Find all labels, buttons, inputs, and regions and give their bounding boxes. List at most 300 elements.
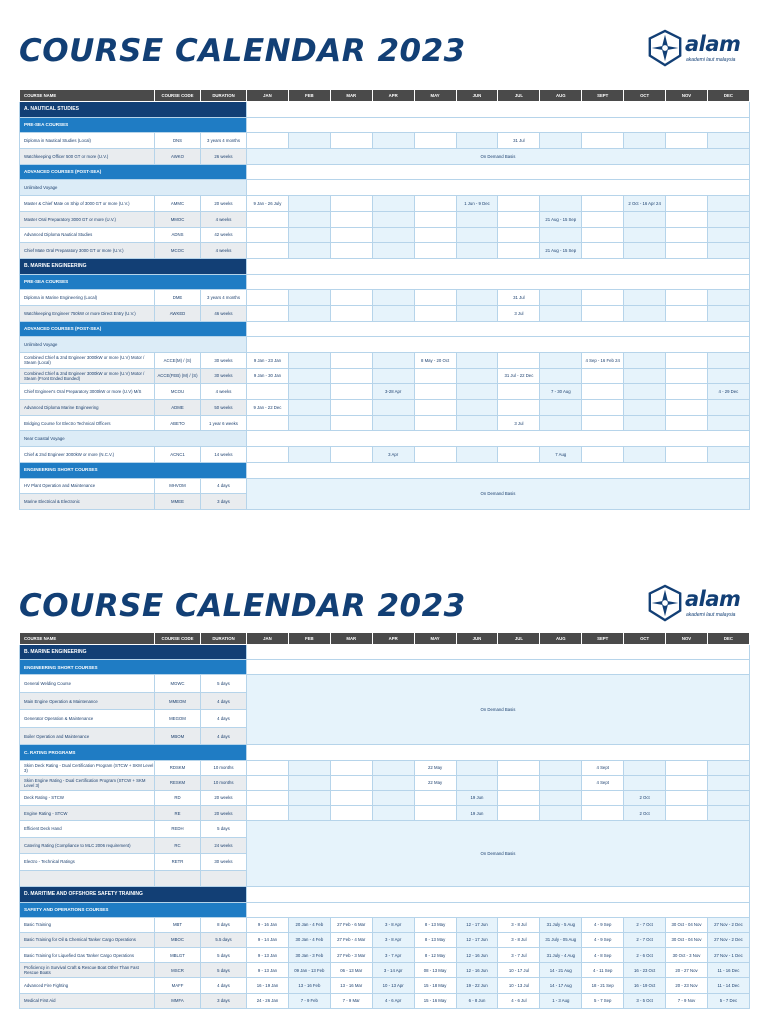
month-cell <box>498 400 540 416</box>
course-row <box>20 133 750 149</box>
alam-logo <box>646 583 746 625</box>
month-cell <box>582 305 624 321</box>
month-cell <box>666 290 708 306</box>
month-cell: 10 - 13 Jul <box>498 978 540 993</box>
month-cell <box>372 133 414 149</box>
month-cell <box>247 211 289 227</box>
month-cell <box>624 353 666 369</box>
month-cell <box>582 211 624 227</box>
subsection-row <box>20 117 750 133</box>
voyage-note-row <box>20 180 750 196</box>
month-cell <box>707 243 749 259</box>
month-cell <box>498 227 540 243</box>
on-demand-cell: On Demand Basis <box>247 821 750 887</box>
month-cell: 3 - 7 Jul <box>498 948 540 963</box>
month-cell: 6 - 8 Jun <box>456 993 498 1008</box>
month-cell <box>288 133 330 149</box>
month-cell: 31 July - 4 Aug <box>540 948 582 963</box>
month-cell <box>288 196 330 212</box>
header-row <box>20 633 750 645</box>
row-label: B. MARINE ENGINEERING <box>20 258 247 274</box>
month-cell: 4 - 8 Sep <box>582 948 624 963</box>
month-cell <box>540 368 582 384</box>
month-cell <box>414 227 456 243</box>
month-cell <box>666 415 708 431</box>
course-name: Chief Engineer's Oral Preparatory 3000kW or more (U.V) M/S <box>20 384 155 400</box>
month-cell: 8 - 12 May <box>414 948 456 963</box>
month-cell: 7 - 30 Aug <box>540 384 582 400</box>
course-name: Catering Rating (Compliance to MLC 2006 requirement) <box>20 837 155 854</box>
month-cell <box>247 290 289 306</box>
month-cell <box>624 243 666 259</box>
course-row <box>20 290 750 306</box>
course-duration: 42 weeks <box>201 227 247 243</box>
column-header: COURSE NAME <box>20 633 155 645</box>
on-demand-cell: On Demand Basis <box>247 149 750 165</box>
month-cell <box>498 353 540 369</box>
course-name: Advanced Diploma Nautical Studies <box>20 227 155 243</box>
subsection-row <box>20 321 750 337</box>
month-cell <box>414 400 456 416</box>
course-code: MMEOM <box>155 692 201 710</box>
course-table-1 <box>19 89 750 510</box>
month-cell <box>624 384 666 400</box>
month-cell <box>666 305 708 321</box>
on-demand-cell: On Demand Basis <box>247 675 750 745</box>
course-code: MGWC <box>155 675 201 693</box>
month-cell <box>582 290 624 306</box>
course-duration: 4 days <box>201 692 247 710</box>
course-code: MHVOM <box>155 478 201 494</box>
course-duration: 4 days <box>201 978 247 993</box>
month-cell: 11 - 16 Dec <box>707 963 749 978</box>
month-cell: 31 Jul <box>498 290 540 306</box>
month-cell <box>582 384 624 400</box>
month-cell <box>582 447 624 463</box>
column-header: FEB <box>288 633 330 645</box>
course-code: RESKM <box>155 775 201 790</box>
month-cell <box>707 133 749 149</box>
month-cell: 7 - 9 Nov <box>666 993 708 1008</box>
month-cell <box>666 775 708 790</box>
column-header: COURSE CODE <box>155 633 201 645</box>
month-cell <box>540 790 582 805</box>
month-cell <box>288 227 330 243</box>
course-duration: 4 weeks <box>201 384 247 400</box>
month-cell <box>582 368 624 384</box>
month-cell: 31 Jul <box>498 133 540 149</box>
month-cell: 3 - 8 Jul <box>498 917 540 932</box>
month-cell <box>288 290 330 306</box>
month-cell <box>498 384 540 400</box>
month-cell <box>624 775 666 790</box>
month-cell: 27 Feb - 6 Mar <box>330 917 372 932</box>
row-label: ENGINEERING SHORT COURSES <box>20 660 247 675</box>
month-cell <box>624 368 666 384</box>
month-cell <box>247 447 289 463</box>
course-code: ACNC1 <box>155 447 201 463</box>
month-cell <box>372 760 414 775</box>
course-name: Master & Chief Mate on Ship of 3000 GT or more (U.V.) <box>20 196 155 212</box>
month-cell: 9 - 16 Jan <box>247 917 289 932</box>
month-cell <box>498 775 540 790</box>
course-name: Electro - Technical Ratings <box>20 854 155 871</box>
row-label: ADVANCED COURSES (POST-SEA) <box>20 164 247 180</box>
month-cell <box>330 227 372 243</box>
course-name: Deck Rating - STCW <box>20 790 155 805</box>
month-cell <box>330 196 372 212</box>
month-cell: 8 May - 20 Oct <box>414 353 456 369</box>
course-code: MEGOM <box>155 710 201 728</box>
course-name: Master Oral Preparatory 3000 GT or more (U.V.) <box>20 211 155 227</box>
month-cell <box>456 415 498 431</box>
month-cell <box>582 415 624 431</box>
month-cell: 3 - 7 Apr <box>372 948 414 963</box>
course-code: MBT <box>155 917 201 932</box>
month-cell <box>707 775 749 790</box>
month-cell: 9 - 14 Jan <box>247 932 289 947</box>
course-duration: 5 days <box>201 948 247 963</box>
month-cell <box>330 806 372 821</box>
month-cell <box>540 806 582 821</box>
course-row <box>20 227 750 243</box>
month-cell: 3 - 8 Apr <box>372 932 414 947</box>
month-cell <box>707 447 749 463</box>
subsection-row <box>20 462 750 478</box>
month-cell <box>666 133 708 149</box>
month-cell: 24 - 26 Jan <box>247 993 289 1008</box>
month-cell: 4 - 11 Sep <box>582 963 624 978</box>
course-code: ABETO <box>155 415 201 431</box>
month-cell: 9 Jan - 30 Jan <box>247 368 289 384</box>
row-label: C. RATING PROGRAMS <box>20 745 247 760</box>
course-name: Chief & 2nd Engineer 3000kW or more (N.C.V.) <box>20 447 155 463</box>
subsection-row <box>20 902 750 917</box>
month-cell: 13 - 16 Feb <box>288 978 330 993</box>
row-filler <box>247 117 750 133</box>
course-duration: 14 weeks <box>201 447 247 463</box>
course-row <box>20 353 750 369</box>
course-code: MMEE <box>155 494 201 510</box>
row-label: ADVANCED COURSES (POST-SEA) <box>20 321 247 337</box>
course-row <box>20 211 750 227</box>
month-cell: 20 - 23 Nov <box>666 978 708 993</box>
course-row <box>20 305 750 321</box>
month-cell <box>456 775 498 790</box>
month-cell <box>372 243 414 259</box>
month-cell: 4 - 9 Sep <box>582 932 624 947</box>
column-header: MAY <box>414 90 456 102</box>
month-cell <box>288 384 330 400</box>
month-cell: 4 Sep - 16 Feb 24 <box>582 353 624 369</box>
row-label: ENGINEERING SHORT COURSES <box>20 462 247 478</box>
course-code: DME <box>155 290 201 306</box>
month-cell: 30 Jan - 3 Feb <box>288 948 330 963</box>
voyage-note-row <box>20 431 750 447</box>
month-cell <box>666 227 708 243</box>
row-filler <box>247 180 750 196</box>
month-cell <box>540 400 582 416</box>
month-cell <box>498 806 540 821</box>
month-cell <box>372 290 414 306</box>
section-row <box>20 645 750 660</box>
month-cell <box>624 211 666 227</box>
course-duration: 5 days <box>201 963 247 978</box>
month-cell <box>247 775 289 790</box>
month-cell <box>414 133 456 149</box>
month-cell <box>456 227 498 243</box>
logo-subtitle: akademi laut malaysia <box>686 57 736 63</box>
course-row <box>20 400 750 416</box>
month-cell <box>624 760 666 775</box>
month-cell <box>288 806 330 821</box>
course-name: Watchkeeping Officer 500 GT or more (U.V.) <box>20 149 155 165</box>
month-cell <box>456 290 498 306</box>
month-cell: 1 Jun - 9 Dec <box>456 196 498 212</box>
column-header: SEPT <box>582 90 624 102</box>
month-cell <box>666 760 708 775</box>
course-name: Basic Training for Liquefied Gas Tanker Cargo Operations <box>20 948 155 963</box>
course-name: Efficient Deck Hand <box>20 821 155 838</box>
month-cell <box>582 227 624 243</box>
month-cell <box>624 400 666 416</box>
row-filler <box>247 431 750 447</box>
course-name: Combined Chief & 2nd Engineer 3000kW or more (U.V) Motor / Steam (Local) <box>20 353 155 369</box>
month-cell <box>666 211 708 227</box>
course-duration: 20 weeks <box>201 790 247 805</box>
month-cell <box>456 133 498 149</box>
month-cell <box>707 211 749 227</box>
course-row <box>20 806 750 821</box>
month-cell <box>707 368 749 384</box>
course-code: DNS <box>155 133 201 149</box>
course-code: ADNS <box>155 227 201 243</box>
month-cell <box>456 760 498 775</box>
month-cell <box>666 400 708 416</box>
month-cell <box>540 775 582 790</box>
course-duration: 3 days <box>201 993 247 1008</box>
course-code: RC <box>155 837 201 854</box>
course-duration: 3 days <box>201 494 247 510</box>
month-cell <box>624 447 666 463</box>
month-cell <box>666 196 708 212</box>
month-cell: 2 Oct <box>624 790 666 805</box>
month-cell <box>247 227 289 243</box>
course-code: MCOU <box>155 384 201 400</box>
course-code: ACCE(FEB) (M) / (S) <box>155 368 201 384</box>
course-row <box>20 963 750 978</box>
course-row <box>20 993 750 1008</box>
course-code: MSCR <box>155 963 201 978</box>
compass-emblem-icon <box>646 28 684 68</box>
month-cell: 19 Jun <box>456 790 498 805</box>
month-cell <box>666 384 708 400</box>
column-header: JUL <box>498 633 540 645</box>
month-cell: 16 - 19 Oct <box>624 978 666 993</box>
column-header: JUN <box>456 90 498 102</box>
month-cell: 27 Feb - 4 Mar <box>330 932 372 947</box>
course-name: Basic Training <box>20 917 155 932</box>
month-cell <box>288 368 330 384</box>
column-header: AUG <box>540 633 582 645</box>
row-label: Unlimited Voyage <box>20 180 247 196</box>
month-cell: 2 - 7 Oct <box>624 932 666 947</box>
month-cell <box>666 790 708 805</box>
month-cell: 10 - 13 Apr <box>372 978 414 993</box>
course-name <box>20 870 155 887</box>
course-duration: 4 weeks <box>201 211 247 227</box>
month-cell: 4 - 6 Apr <box>372 993 414 1008</box>
column-header: OCT <box>624 633 666 645</box>
course-duration: 46 weeks <box>201 305 247 321</box>
month-cell <box>582 806 624 821</box>
month-cell <box>247 305 289 321</box>
month-cell <box>414 806 456 821</box>
row-filler <box>247 887 750 902</box>
column-header: COURSE CODE <box>155 90 201 102</box>
course-row <box>20 368 750 384</box>
row-label: Unlimited Voyage <box>20 337 247 353</box>
course-code: ACCE(M) / (S) <box>155 353 201 369</box>
course-name: Main Engine Operation & Maintenance <box>20 692 155 710</box>
month-cell: 2 Oct - 16 Apr 24 <box>624 196 666 212</box>
month-cell: 30 Oct - 04 Nov <box>666 917 708 932</box>
month-cell <box>330 305 372 321</box>
month-cell <box>498 790 540 805</box>
month-cell <box>247 415 289 431</box>
month-cell: 2 - 7 Oct <box>624 917 666 932</box>
month-cell <box>707 415 749 431</box>
month-cell <box>414 447 456 463</box>
logo-wordmark: alam <box>685 587 741 611</box>
course-code: RD <box>155 790 201 805</box>
month-cell <box>707 353 749 369</box>
month-cell <box>540 227 582 243</box>
month-cell <box>666 243 708 259</box>
page-title: COURSE CALENDAR 2023 <box>19 588 466 624</box>
month-cell <box>540 353 582 369</box>
month-cell <box>330 415 372 431</box>
course-row <box>20 447 750 463</box>
course-duration: 30 weeks <box>201 368 247 384</box>
month-cell: 4 Sept <box>582 760 624 775</box>
month-cell: 31 July - 05 Aug <box>540 932 582 947</box>
column-header: SEPT <box>582 633 624 645</box>
course-name: Diploma in Nautical Studies (Local) <box>20 133 155 149</box>
month-cell <box>456 447 498 463</box>
month-cell: 8 - 13 May <box>414 932 456 947</box>
column-header: JAN <box>247 90 289 102</box>
row-filler <box>247 462 750 478</box>
month-cell <box>414 243 456 259</box>
course-duration: 4 weeks <box>201 243 247 259</box>
month-cell <box>247 806 289 821</box>
month-cell: 27 Nov - 2 Dec <box>707 917 749 932</box>
course-row <box>20 917 750 932</box>
column-header: DURATION <box>201 90 247 102</box>
course-code: MBLGT <box>155 948 201 963</box>
month-cell: 4 - 6 Jul <box>498 993 540 1008</box>
month-cell <box>707 806 749 821</box>
month-cell <box>288 211 330 227</box>
month-cell: 5 - 7 Sep <box>582 993 624 1008</box>
row-filler <box>247 337 750 353</box>
course-duration: 4 days <box>201 478 247 494</box>
month-cell: 12 - 17 Jun <box>456 917 498 932</box>
month-cell <box>372 305 414 321</box>
month-cell: 16 - 19 Jan <box>247 978 289 993</box>
month-cell <box>414 211 456 227</box>
month-cell: 4 Sept <box>582 775 624 790</box>
course-row <box>20 196 750 212</box>
column-header: COURSE NAME <box>20 90 155 102</box>
course-row <box>20 415 750 431</box>
course-row <box>20 978 750 993</box>
subsection-row <box>20 164 750 180</box>
month-cell: 30 Oct - 3 Nov <box>666 948 708 963</box>
month-cell: 5 - 7 Dec <box>707 993 749 1008</box>
logo-subtitle: akademi laut malaysia <box>686 612 736 618</box>
month-cell <box>247 133 289 149</box>
section-row <box>20 258 750 274</box>
month-cell <box>666 368 708 384</box>
course-name: Advanced Fire Fighting <box>20 978 155 993</box>
month-cell <box>288 305 330 321</box>
course-code: MAFF <box>155 978 201 993</box>
row-label: B. MARINE ENGINEERING <box>20 645 247 660</box>
row-filler <box>247 258 750 274</box>
month-cell <box>498 243 540 259</box>
row-filler <box>247 164 750 180</box>
month-cell: 2 Oct <box>624 806 666 821</box>
course-code: AMMC <box>155 196 201 212</box>
month-cell <box>666 447 708 463</box>
course-duration: 5 days <box>201 821 247 838</box>
month-cell: 06 - 13 Mar <box>330 963 372 978</box>
column-header: NOV <box>666 633 708 645</box>
month-cell: 22 May <box>414 775 456 790</box>
column-header: FEB <box>288 90 330 102</box>
course-row <box>20 675 750 693</box>
month-cell <box>330 290 372 306</box>
month-cell: 3 - 8 Apr <box>372 917 414 932</box>
month-cell: 31 July - 5 Aug <box>540 917 582 932</box>
month-cell <box>372 400 414 416</box>
month-cell: 11 - 14 Dec <box>707 978 749 993</box>
course-name: Proficiency in Survival Craft & Rescue Boat Other Than Fast Rescue Boats <box>20 963 155 978</box>
month-cell: 18 - 21 Sep <box>582 978 624 993</box>
month-cell <box>624 415 666 431</box>
course-code: MMFA <box>155 993 201 1008</box>
month-cell <box>372 196 414 212</box>
section-row <box>20 887 750 902</box>
calendar-page-2 <box>0 555 768 1024</box>
month-cell <box>624 227 666 243</box>
course-duration: 4 days <box>201 710 247 728</box>
course-name: Marine Electrical & Electronic <box>20 494 155 510</box>
month-cell: 15 - 18 May <box>414 978 456 993</box>
month-cell <box>456 353 498 369</box>
month-cell <box>498 760 540 775</box>
month-cell <box>624 133 666 149</box>
header-row <box>20 90 750 102</box>
month-cell <box>498 447 540 463</box>
month-cell: 09 Jan - 13 Feb <box>288 963 330 978</box>
month-cell <box>498 211 540 227</box>
column-header: OCT <box>624 90 666 102</box>
course-duration: 1 year 6 weeks <box>201 415 247 431</box>
month-cell <box>288 447 330 463</box>
